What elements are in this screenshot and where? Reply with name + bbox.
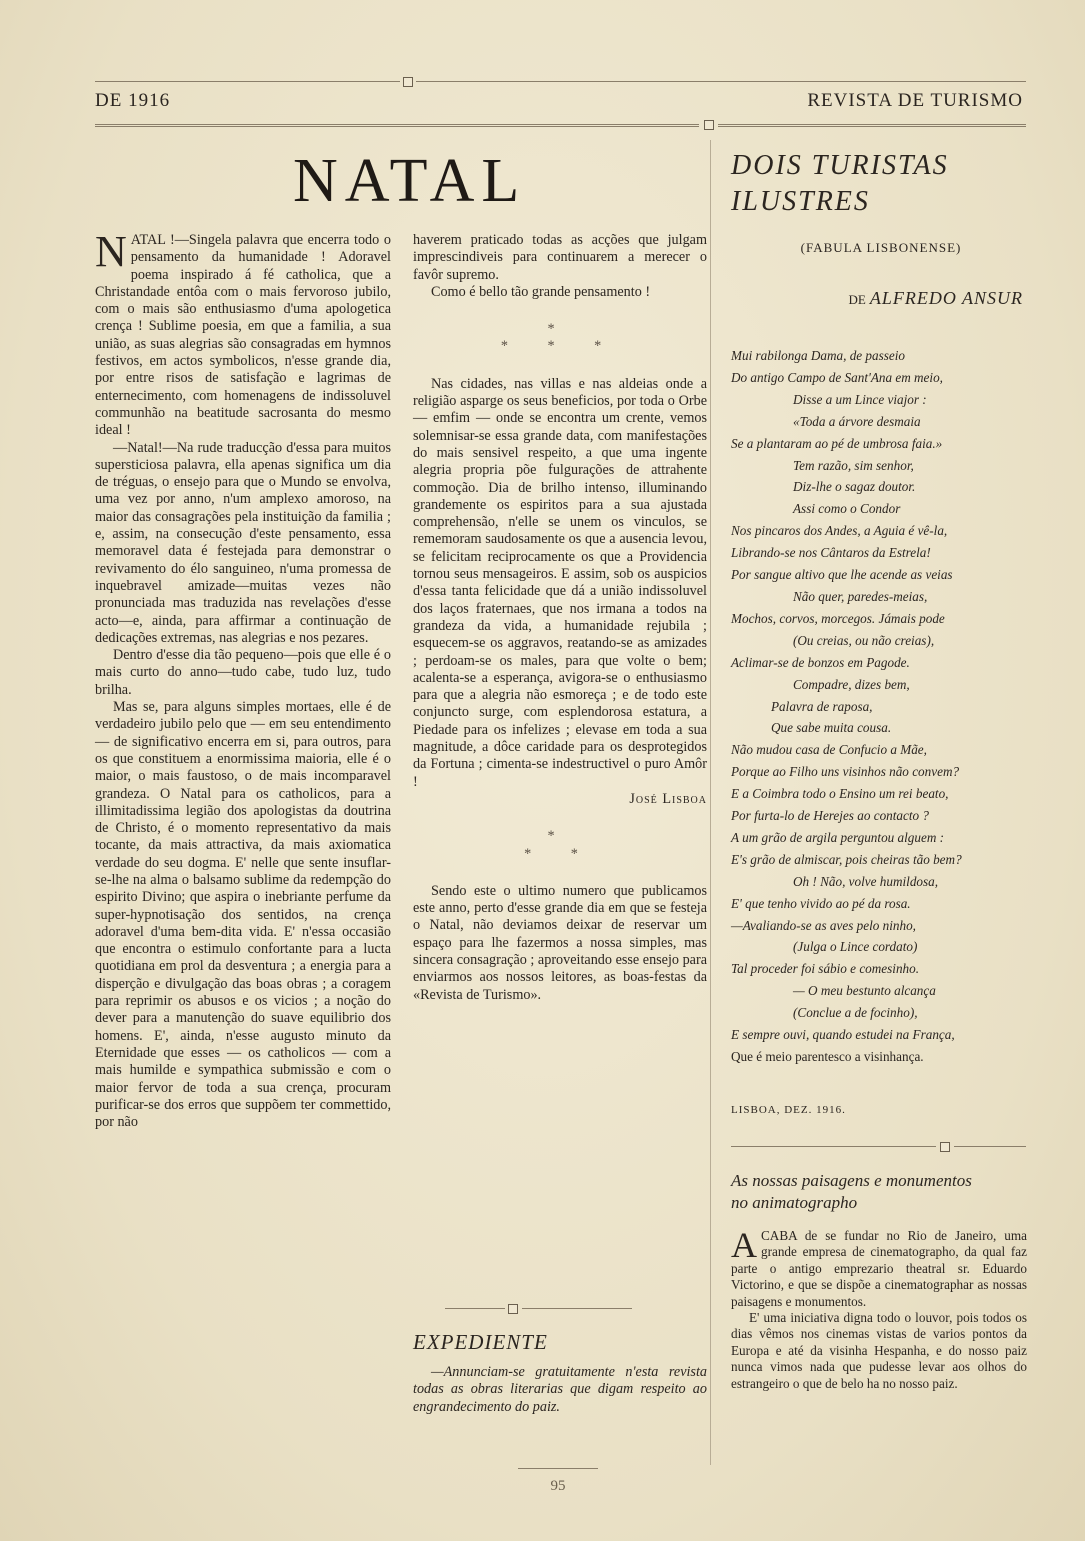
dois-turistas-title xyxy=(731,148,949,220)
fable-poem xyxy=(731,345,1031,1068)
ornament-square xyxy=(403,77,413,87)
poem-line: Diz-lhe o sagaz doutor. xyxy=(793,479,916,495)
poem-line: (Ou creias, ou não creias), xyxy=(793,632,935,648)
natal-paragraph: Como é bello tão grande pensamento ! xyxy=(431,283,651,300)
poem-line: Mochos, corvos, morcegos. Jámais pode xyxy=(731,610,945,626)
poem-line: (Conclue a de focinho), xyxy=(793,1005,918,1021)
ornament-square-4 xyxy=(940,1142,950,1152)
fable-author xyxy=(731,288,1023,309)
natal-paragraph: ATAL !—Singela palavra que encerra todo o pensamento da humanidade ! Adoravel poema inspirado á fé catholica, que a Christandade entôa com o mais fervoroso jubilo, com o mais são enthusiasmo d'uma apologetica crença ! Sublime poesia, em que a familia, a sua união, as suas alegrias são consagradas em hymnos festivos, em actos symbolicos, n'esse grande dia, por entre risos de satisfação e lagrimas de enternecimento, com homenagens de indissoluvel communhão na beatitude sacrosanta do mesmo ideal ! xyxy=(95,232,391,439)
header-rule-right xyxy=(416,81,1026,82)
natal-paragraph: Mas se, para alguns simples mortaes, elle é de verdadeiro jubilo pelo que — em seu entendimento — de significativo encerra em si, para outros, para os que constituem a enormissima maioria, elle é o maior, o mais faustoso, o de mais incomparavel grandeza. O Natal para os catholicos, para a illimitadissima legião dos apologistas da doutrina de Christo, é o momento representativo da mais tocante, da mais attractiva, da mais axiomatica verdade do seu dogma. E' nelle que sente insuflar-se-lhe na alma o balsamo sublime da redempção do espirito Divino; que aspira o inebriante perfume da super-hypnotisação dos sentidos, na crença adoravel d'uma bem-dita vida. E' n'essa occasião que encontra o estimulo confortante para a lucta quotidiana em prol da desventura ; a energia para a disperção e divulgação das boas obras ; a coragem para reprimir os abusos e os vicios ; a noção do dever para a manutenção do suave equilibrio dos homens. E', ainda, n'esse augusto minuto da Eternidade que esses — os catholicos — com a mais humilde e sympathica submissão e com o maior fervor de toda a sua crença, procuram purificar-se dos erros que suppõem ter commettido, por não xyxy=(95,699,391,1131)
paisagens-body xyxy=(731,1225,1027,1392)
natal-paragraph: haverem praticado todas as acções que julgam imprescindiveis para continuarem a merecer o favôr supremo. xyxy=(413,232,707,283)
poem-line: Oh ! Não, volve humildosa, xyxy=(793,873,939,889)
fable-dateline: LISBOA, DEZ. 1916. xyxy=(731,1104,846,1116)
article-title-natal: NATAL xyxy=(293,147,527,215)
author-name: ALFREDO ANSUR xyxy=(869,288,1023,308)
expediente-rule-right xyxy=(522,1308,632,1309)
header-under-rule-right xyxy=(718,124,1026,127)
title-line: no animatographo xyxy=(731,1193,858,1212)
paisagens-paragraph: CABA de se fundar no Rio de Janeiro, uma grande empresa de cinematographo, da qual faz parte o antigo emprezario theatral sr. Eduardo Victorino, e que se dispõe a cinematographar as nossas paisagens e monumentos. xyxy=(731,1228,1027,1309)
asterism-2: * * * xyxy=(524,828,596,862)
header-right: REVISTA DE TURISMO xyxy=(807,90,1023,111)
poem-line: Tem razão, sim senhor, xyxy=(793,457,914,473)
poem-line: Tal proceder foi sábio e comesinho. xyxy=(731,961,920,977)
fable-subtitle: (FABULA LISBONENSE) xyxy=(800,240,962,255)
header-left: DE 1916 xyxy=(95,90,171,111)
author-prefix: DE xyxy=(848,292,866,307)
poem-line: Disse a um Lince viajor : xyxy=(793,391,927,407)
poem-line: — O meu bestunto alcança xyxy=(793,983,936,999)
header-under-rule-left xyxy=(95,124,699,127)
poem-line: Mui rabilonga Dama, de passeio xyxy=(731,348,905,363)
poem-line: Não mudou casa de Confucio a Mãe, xyxy=(731,742,927,758)
poem-line: Nos pincaros dos Andes, a Aguia é vê-la, xyxy=(731,523,948,539)
closing-paragraph: Sendo este o ultimo numero que publicamos este anno, perto d'esse grande dia em que se festeja o Natal, não deviamos deixar de reservar um espaço para lhe fazermos a nossa simples, mas sincera consagração ; aproveitando esse ensejo para enviarmos aos nossos leitores, as boas-festas da «Revista de Turismo». xyxy=(413,882,707,1003)
poem-line: Aclimar-se de bonzos em Pagode. xyxy=(731,654,910,670)
natal-paragraph: —Natal!—Na rude traducção d'essa para muitos supersticiosa palavra, ella apenas significa um dia de tréguas, o ensejo para que o Mundo se envolva, uma vez por anno, n'um amplexo amoroso, na maior das consagrações pela instituição da familia ; e, assim, na consecução d'este pensamento, essa memoravel data é festejada para demonstrar o revivamento do élo sanguineo, n'uma promessa de inquebravel amizade—muitas vezes não pronunciada mas traduzida nas revelações d'esse acto—e, ainda, para affirmar a continuação de dedicações extremas, nas alegrias e nos pezares. xyxy=(95,439,391,646)
paisagens-title xyxy=(731,1170,1027,1214)
expediente-text xyxy=(413,1364,707,1416)
paisagens-paragraph: E' uma iniciativa digna todo o louvor, pois todos os dias vêmos nos cinemas vistas de varios pontos da Europa e até da visinha Hespanha, e do nosso paiz nunca vimos nada que pudesse levar aos olhos do estrangeiro o que de belo ha no nosso paiz. xyxy=(731,1310,1027,1391)
ornament-square-3 xyxy=(508,1304,518,1314)
signature: José Lisboa xyxy=(629,790,707,807)
natal-paragraph-main: Nas cidades, nas villas e nas aldeias onde a religião asparge os seus beneficios, por toda o Orbe — emfim — onde se encontra um crente, vemos solemnisar-se essa grande data, com manifestações do mais sensivel respeito, a que uma ingente alegria propria põe fulgurações de attrahente commoção. Dia de brilho intenso, illuminando grandemente os espiritos para a sua ajustada comprehensão, n'elle se unem os vinculos, se rememoram saudosamente os que a ausencia levou, se felicitam reciprocamente os que a Providencia tornou seus mensageiros. E assim, sob os auspicios d'essa tanta felicidade que dá a união indissoluvel dos laços fraternaes, que nos irmana a todos na grandeza da vida, a humanidade rejubila ; esquecem-se os aggravos, reatando-se as amizades ; perdoam-se os males, para que volte o bem; acalenta-se a esperança, avigora-se o enthusiasmo para que a alegria não esmoreça ; e de todo este conjuncto surge, com esplendorosa estatura, a Piedade para os infelizes ; elevase em toda a sua magnitude, a dôce caridade para os desprotegidos da Fortuna ; cimenta-se indestructivel o puro Amôr ! xyxy=(413,375,707,790)
title-line: DOIS TURISTAS xyxy=(731,150,949,181)
expediente-paragraph: —Annunciam-se gratuitamente n'esta revista todas as obras literarias que digam respeito ao engrandecimento do paiz. xyxy=(413,1364,707,1415)
poem-line: E's grão de almiscar, pois cheiras tão bem? xyxy=(731,851,962,867)
poem-line: E sempre ouvi, quando estudei na França, xyxy=(731,1027,955,1043)
poem-line: Que sabe muita cousa. xyxy=(771,720,892,736)
poem-line: Palavra de raposa, xyxy=(771,698,873,714)
poem-line: Se a plantaram ao pé de umbrosa faia.» xyxy=(731,435,943,451)
paisagens-rule-right xyxy=(954,1146,1026,1147)
poem-line: Compadre, dizes bem, xyxy=(793,676,910,692)
poem-line: Não quer, paredes-meias, xyxy=(793,588,928,604)
poem-line: Que é meio parentesco a visinhança. xyxy=(731,1049,924,1064)
poem-line: E' que tenho vivido ao pé da rosa. xyxy=(731,895,911,911)
column-divider xyxy=(710,140,711,1465)
poem-line: Assi como o Condor xyxy=(793,501,901,517)
poem-line: E a Coimbra todo o Ensino um rei beato, xyxy=(731,786,949,802)
dropcap-a: A xyxy=(731,1225,757,1265)
title-line: As nossas paisagens e monumentos xyxy=(731,1171,972,1190)
header-rule-left xyxy=(95,81,400,82)
poem-line: —Avaliando-se as aves pelo ninho, xyxy=(731,917,916,933)
expediente-title: EXPEDIENTE xyxy=(413,1330,548,1354)
poem-line: Porque ao Filho uns visinhos não convem? xyxy=(731,764,960,780)
poem-line: «Toda a árvore desmaia xyxy=(793,413,921,429)
asterism: * * * * xyxy=(500,321,620,355)
footer-rule xyxy=(518,1468,598,1469)
natal-paragraph: Dentro d'esse dia tão pequeno—pois que elle é o mais curto do anno—tudo cabe, tudo luz, tudo brilha. xyxy=(95,647,391,698)
expediente-rule-left xyxy=(445,1308,505,1309)
poem-line: (Julga o Lince cordato) xyxy=(793,939,918,955)
poem-line: Por furta-lo de Herejes ao contacto ? xyxy=(731,808,930,824)
poem-line: A um grão de argila perguntou alguem : xyxy=(731,829,945,845)
natal-column-2 xyxy=(413,232,707,1004)
paisagens-rule-left xyxy=(731,1146,936,1147)
title-line: ILUSTRES xyxy=(731,186,870,217)
natal-column-1 xyxy=(95,227,391,1131)
poem-line: Por sangue altivo que lhe acende as veias xyxy=(731,567,953,583)
ornament-square-2 xyxy=(704,120,714,130)
dropcap-n: N xyxy=(95,227,127,276)
page-number: 95 xyxy=(550,1478,566,1494)
poem-line: Librando-se nos Cântaros da Estrela! xyxy=(731,545,931,561)
poem-line: Do antigo Campo de Sant'Ana em meio, xyxy=(731,369,943,385)
